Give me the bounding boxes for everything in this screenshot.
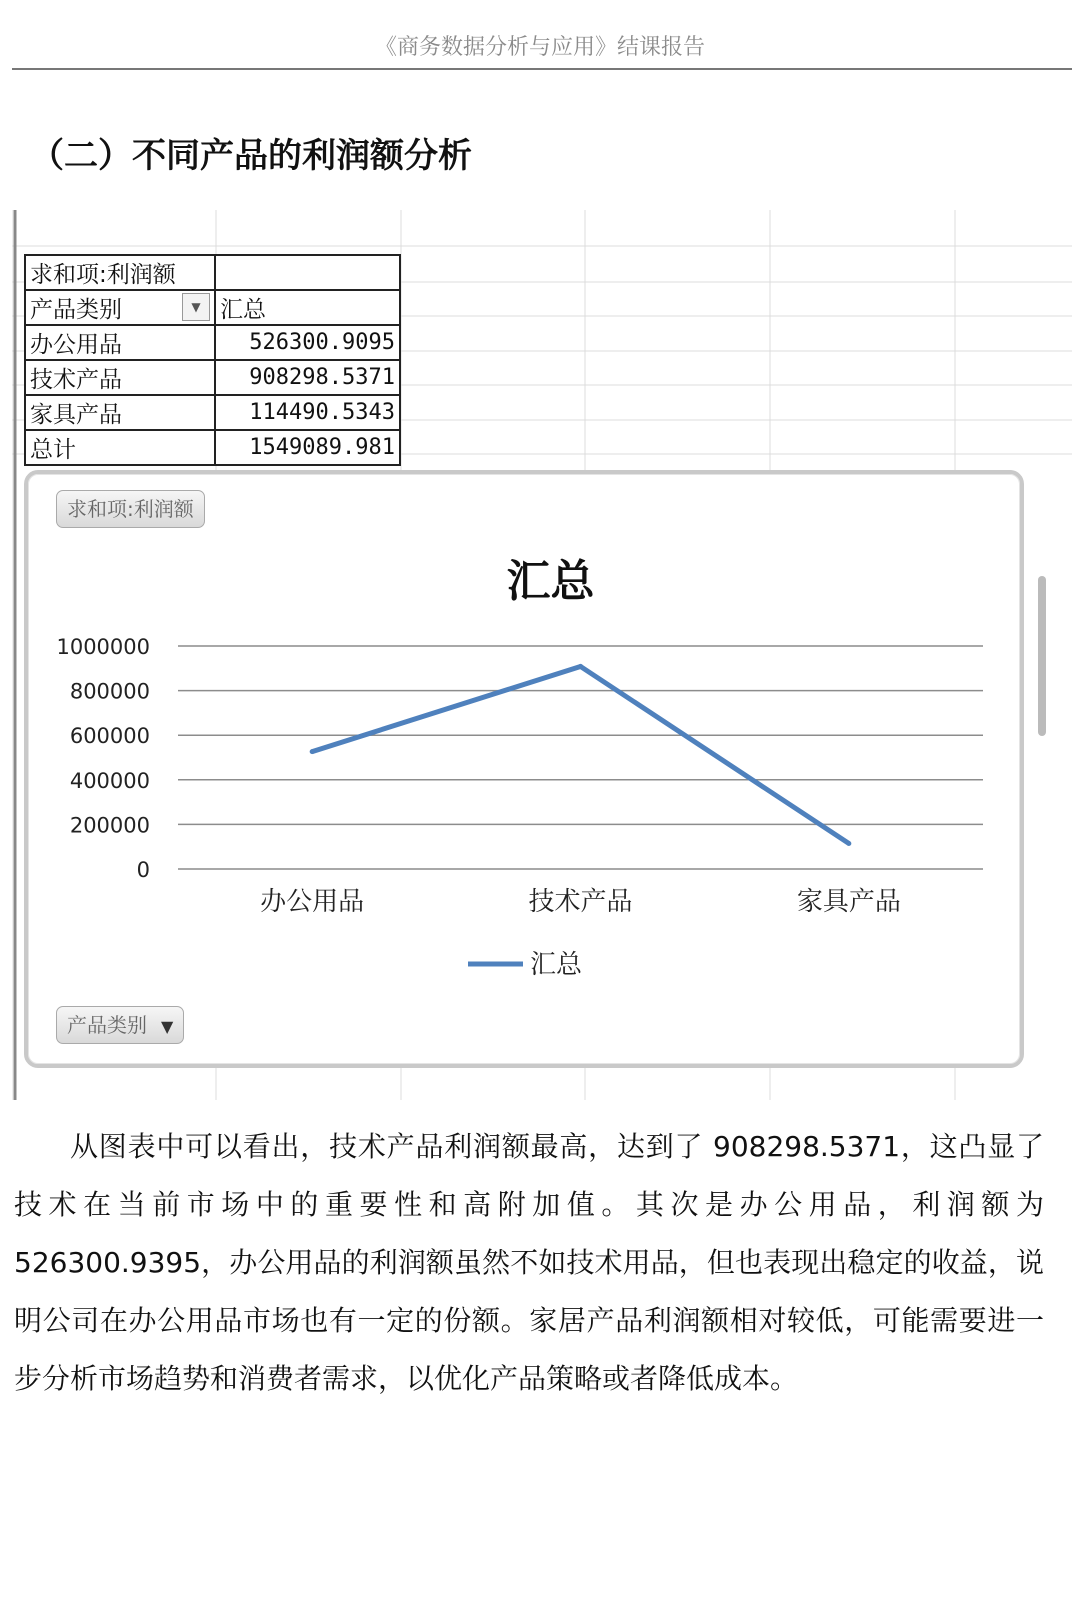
table-row — [25, 360, 400, 395]
data-point — [846, 841, 851, 846]
y-tick-label: 1000000 — [56, 635, 150, 659]
x-tick-label: 家具产品 — [796, 887, 901, 917]
row-label[interactable]: 技术产品 — [25, 360, 215, 395]
data-point — [578, 664, 583, 669]
category-field-label: 产品类别 — [67, 1013, 147, 1037]
analysis-paragraph: 从图表中可以看出，技术产品利润额最高，达到了 908298.5371，这凸显了技术在当前市场中的重要性和高附加值。其次是办公用品，利润额为 526300.9395，办公用品的利润额虽然不如技术用品，但也表现出稳定的收益，说明公司在办公用品市场也有一定的份额。家居产品利润额相对较低，可能需要进一步分析市场趋势和消费者需求，以优化产品策略或者降低成本。 — [14, 1130, 1044, 1395]
value-field-button[interactable] — [56, 490, 205, 528]
running-header: 《商务数据分析与应用》结课报告 — [374, 35, 705, 60]
filter-dropdown-icon[interactable]: ▼ — [182, 293, 210, 321]
line-chart — [28, 474, 1020, 1064]
row-label-header[interactable] — [25, 290, 215, 325]
total-row — [25, 430, 400, 465]
value-field-label: 求和项:利润额 — [67, 497, 194, 521]
table-row — [25, 395, 400, 430]
pivot-header-row — [25, 290, 400, 325]
pivot-title-row — [25, 255, 400, 290]
chevron-down-icon: ▼ — [161, 1017, 174, 1036]
category-field-button[interactable] — [56, 1006, 184, 1044]
legend-label: 汇总 — [530, 950, 583, 980]
y-tick-label: 600000 — [69, 724, 150, 749]
row-value[interactable]: 526300.9095 — [215, 325, 400, 360]
x-tick-label: 技术产品 — [528, 887, 633, 917]
total-label[interactable]: 总计 — [25, 430, 215, 465]
series-line — [312, 666, 849, 843]
row-label[interactable]: 家具产品 — [25, 395, 215, 430]
chart-title: 汇总 — [506, 556, 595, 607]
y-tick-label: 800000 — [69, 679, 150, 704]
row-label-header-text: 产品类别 — [30, 297, 122, 323]
header-rule — [12, 68, 1072, 70]
total-value[interactable]: 1549089.981 — [215, 430, 400, 465]
table-row — [25, 325, 400, 360]
pivot-table — [24, 254, 401, 466]
y-tick-label: 200000 — [69, 813, 150, 838]
x-tick-label: 办公用品 — [260, 887, 365, 917]
data-point — [310, 749, 315, 754]
row-value[interactable]: 908298.5371 — [215, 360, 400, 395]
pivot-title-cell[interactable]: 求和项:利润额 — [25, 255, 215, 290]
section-title: （二）不同产品的利润额分析 — [30, 136, 472, 176]
y-tick-label: 0 — [136, 858, 150, 882]
row-value[interactable]: 114490.5343 — [215, 395, 400, 430]
empty-cell[interactable] — [215, 255, 400, 290]
y-tick-label: 400000 — [69, 768, 150, 793]
value-header[interactable]: 汇总 — [215, 290, 400, 325]
vertical-scrollbar[interactable] — [1038, 576, 1046, 736]
pivot-chart[interactable] — [24, 470, 1024, 1068]
row-label[interactable]: 办公用品 — [25, 325, 215, 360]
